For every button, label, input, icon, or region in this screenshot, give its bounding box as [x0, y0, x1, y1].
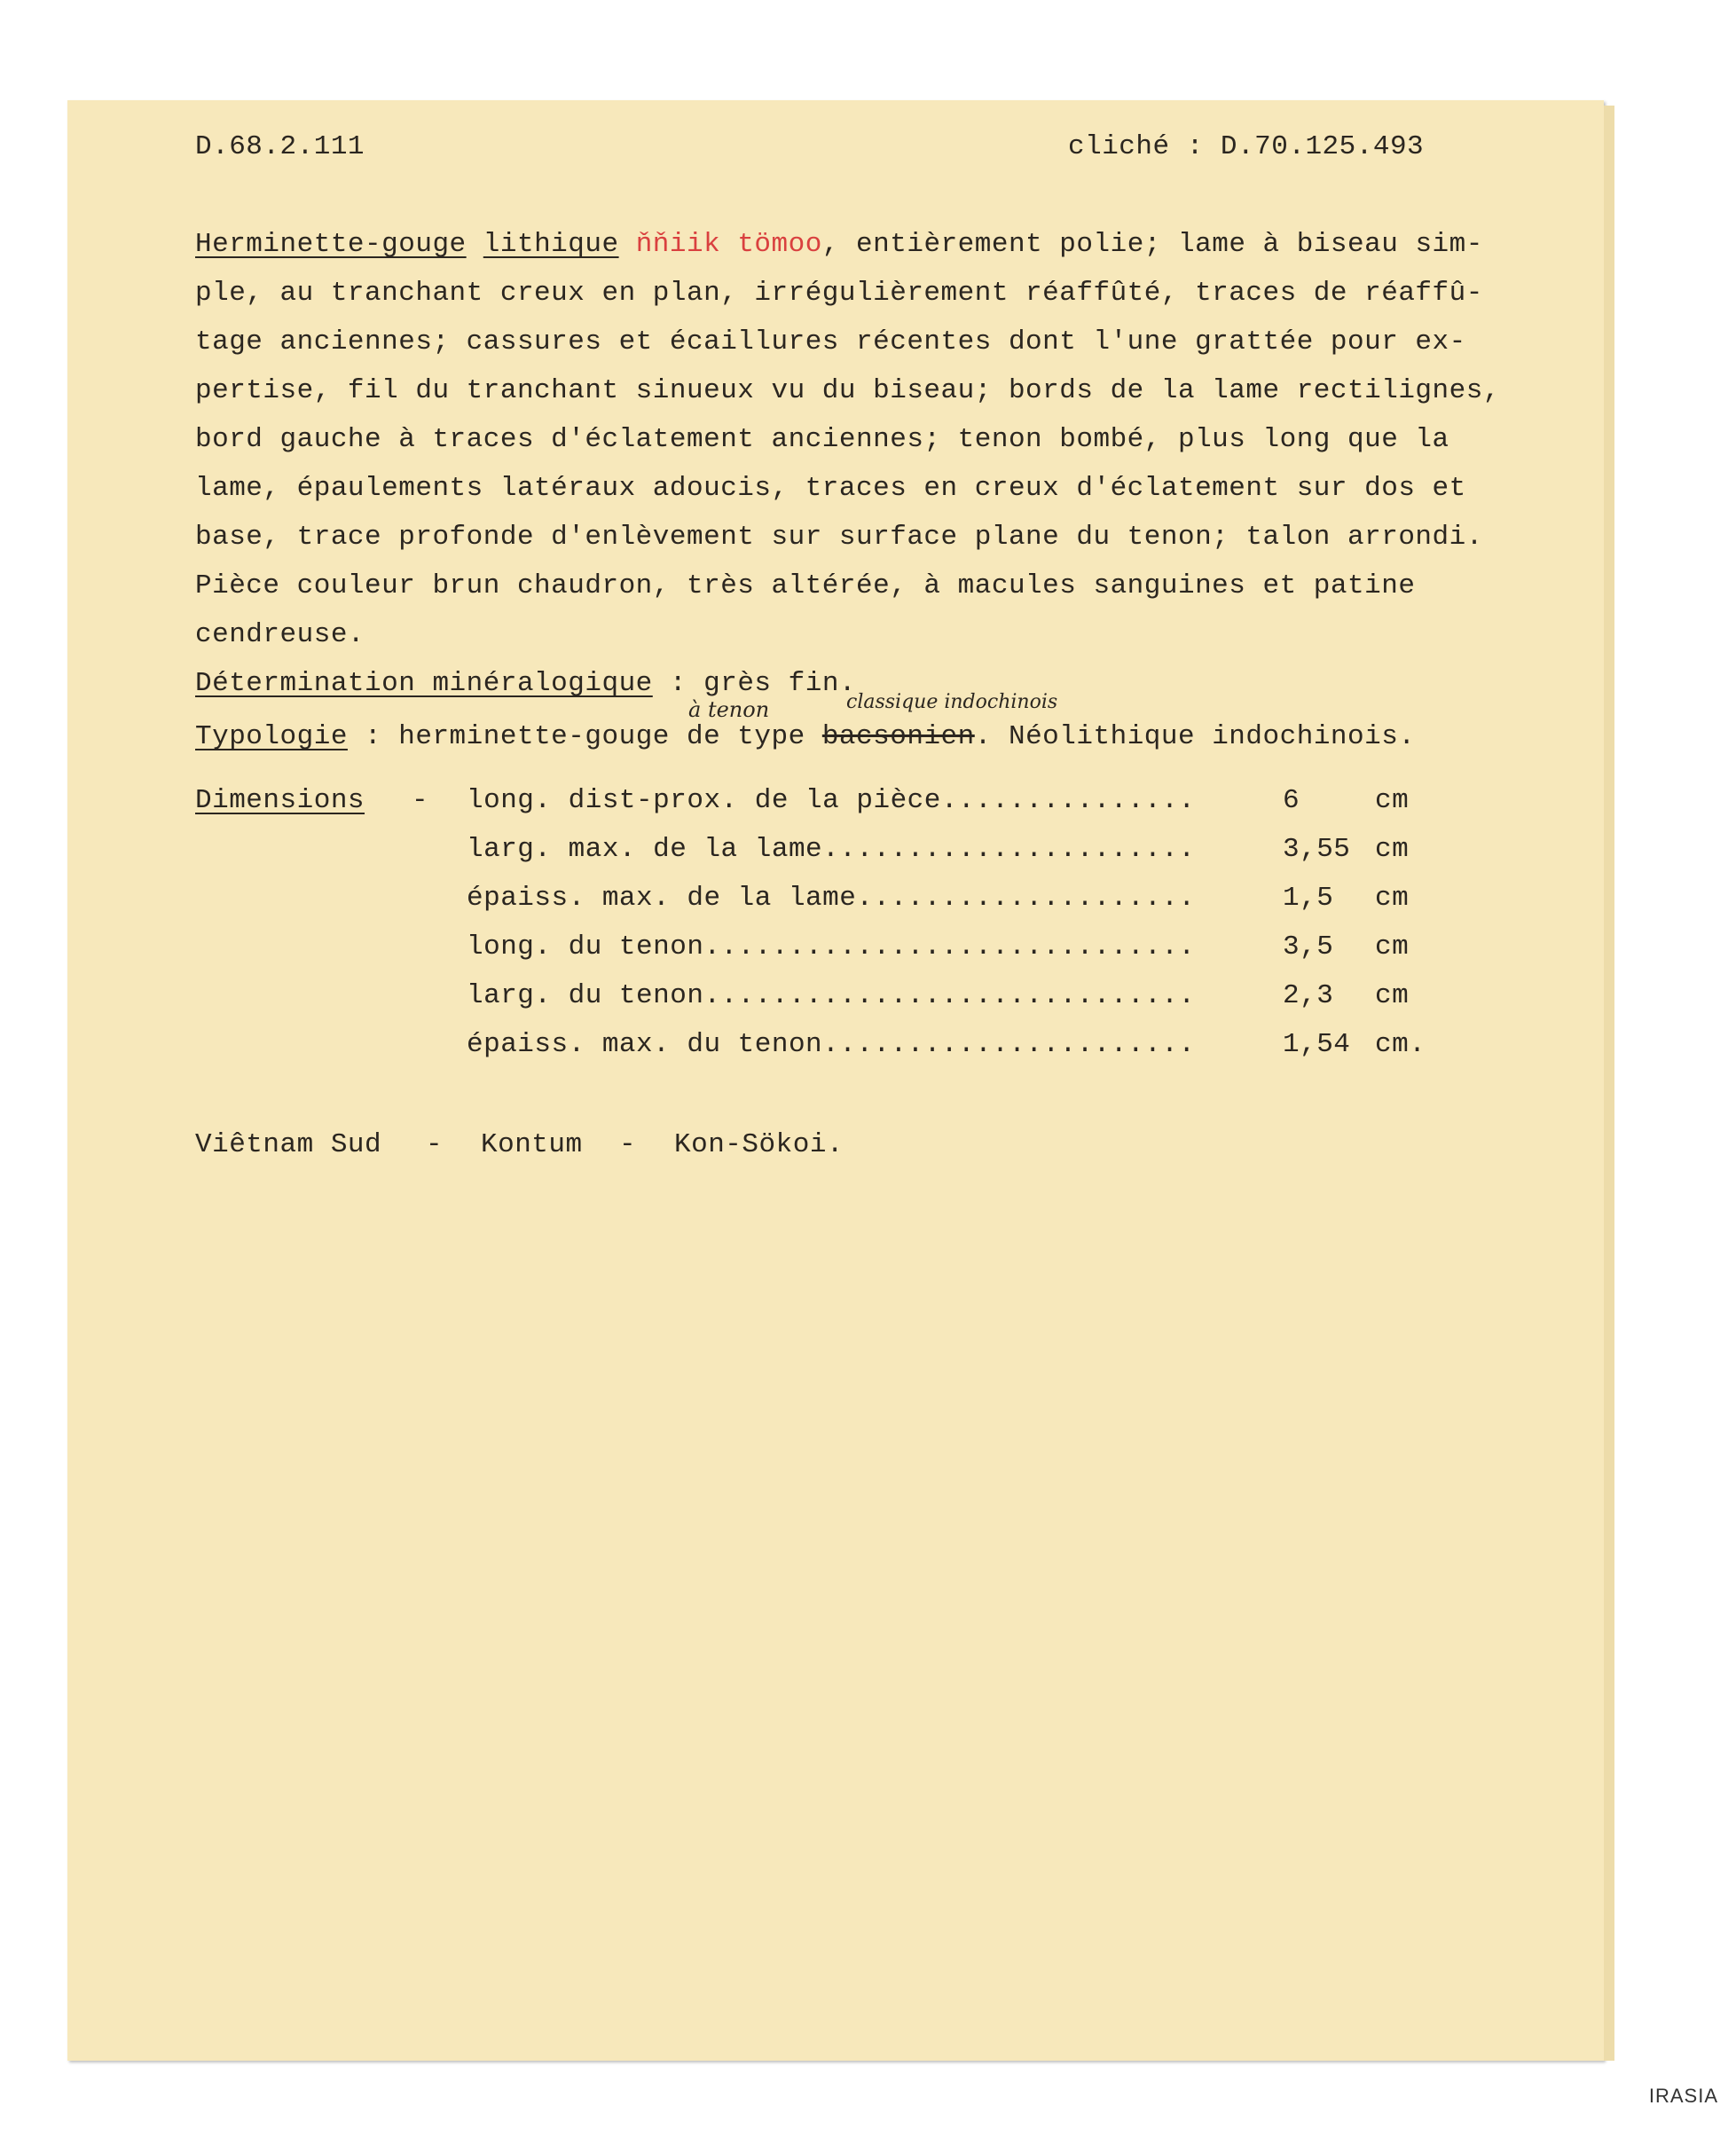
- inventory-number: D.68.2.111: [195, 131, 365, 162]
- dimension-value: 2,3: [1283, 980, 1334, 1011]
- dimension-value: 3,55: [1283, 834, 1351, 865]
- typology-struck-term: bacsonien: [821, 721, 975, 752]
- dimension-unit: cm: [1375, 980, 1410, 1011]
- description-line: pertise, fil du tranchant sinueux vu du biseau; bords de la lame rectilignes,: [195, 375, 1500, 406]
- description-line: tage anciennes; cassures et écaillures récentes dont l'une grattée pour ex-: [195, 326, 1466, 357]
- typology-label: Typologie: [195, 721, 348, 752]
- description-line: cendreuse.: [195, 619, 365, 650]
- typology-line: [195, 721, 1415, 752]
- description-line-1-rest: , entièrement polie; lame à biseau sim-: [821, 229, 1483, 260]
- dimension-value: 1,54: [1283, 1029, 1351, 1060]
- mineralogy-line: [195, 668, 856, 699]
- dimension-label: long. du tenon.............................: [467, 931, 1196, 962]
- local-name: ňňiik tömoo: [635, 229, 822, 260]
- location-sep-1: -: [426, 1129, 444, 1160]
- typology-prefix: : herminette-gouge de type: [347, 721, 822, 752]
- mineralogy-label: Détermination minéralogique: [195, 668, 653, 699]
- mineralogy-value: grès fin.: [703, 668, 857, 699]
- description-line: lame, épaulements latéraux adoucis, traces en creux d'éclatement sur dos et: [195, 473, 1466, 504]
- location-sep-2: -: [619, 1129, 637, 1160]
- mineralogy-sep: :: [652, 668, 704, 699]
- dimension-label: épaiss. max. du tenon......................: [467, 1029, 1196, 1060]
- handwritten-annotation-classique: classique indochinois: [846, 691, 1058, 713]
- dimension-unit: cm: [1375, 785, 1410, 816]
- description-line: base, trace profonde d'enlèvement sur surface plane du tenon; talon arrondi.: [195, 522, 1483, 553]
- dimension-value: 1,5: [1283, 883, 1334, 914]
- irasia-watermark: IRASIA: [1648, 2085, 1718, 2107]
- dimensions-dash: -: [412, 785, 429, 816]
- dimension-unit: cm: [1375, 883, 1410, 914]
- object-name: Herminette-gouge: [195, 229, 467, 260]
- dimension-unit: cm: [1375, 931, 1410, 962]
- description-line: Pièce couleur brun chaudron, très altérée, à macules sanguines et patine: [195, 570, 1416, 601]
- dimension-label: épaiss. max. de la lame....................: [467, 883, 1196, 914]
- dimension-label: larg. du tenon.............................: [467, 980, 1196, 1011]
- dimension-unit: cm.: [1375, 1029, 1426, 1060]
- cliche-number: cliché : D.70.125.493: [1068, 131, 1425, 162]
- dimensions-label-line: [195, 785, 365, 816]
- description-line: ple, au tranchant creux en plan, irrégulièrement réaffûté, traces de réaffû-: [195, 278, 1483, 309]
- typology-suffix: . Néolithique indochinois.: [974, 721, 1416, 752]
- description-line-1: [195, 229, 1483, 260]
- location-village: Kon-Sökoi.: [674, 1129, 844, 1160]
- dimension-value: 6: [1283, 785, 1300, 816]
- location-country: Viêtnam Sud: [195, 1129, 382, 1160]
- dimension-label: larg. max. de la lame......................: [467, 834, 1196, 865]
- dimension-value: 3,5: [1283, 931, 1334, 962]
- location-province: Kontum: [481, 1129, 583, 1160]
- dimension-unit: cm: [1375, 834, 1410, 865]
- dimensions-label: Dimensions: [195, 785, 365, 816]
- handwritten-annotation-tenon: à tenon: [688, 697, 770, 722]
- index-card: [67, 100, 1604, 2061]
- description-line: bord gauche à traces d'éclatement anciennes; tenon bombé, plus long que la: [195, 424, 1449, 455]
- object-material: lithique: [483, 229, 619, 260]
- dimension-label: long. dist-prox. de la pièce...............: [467, 785, 1196, 816]
